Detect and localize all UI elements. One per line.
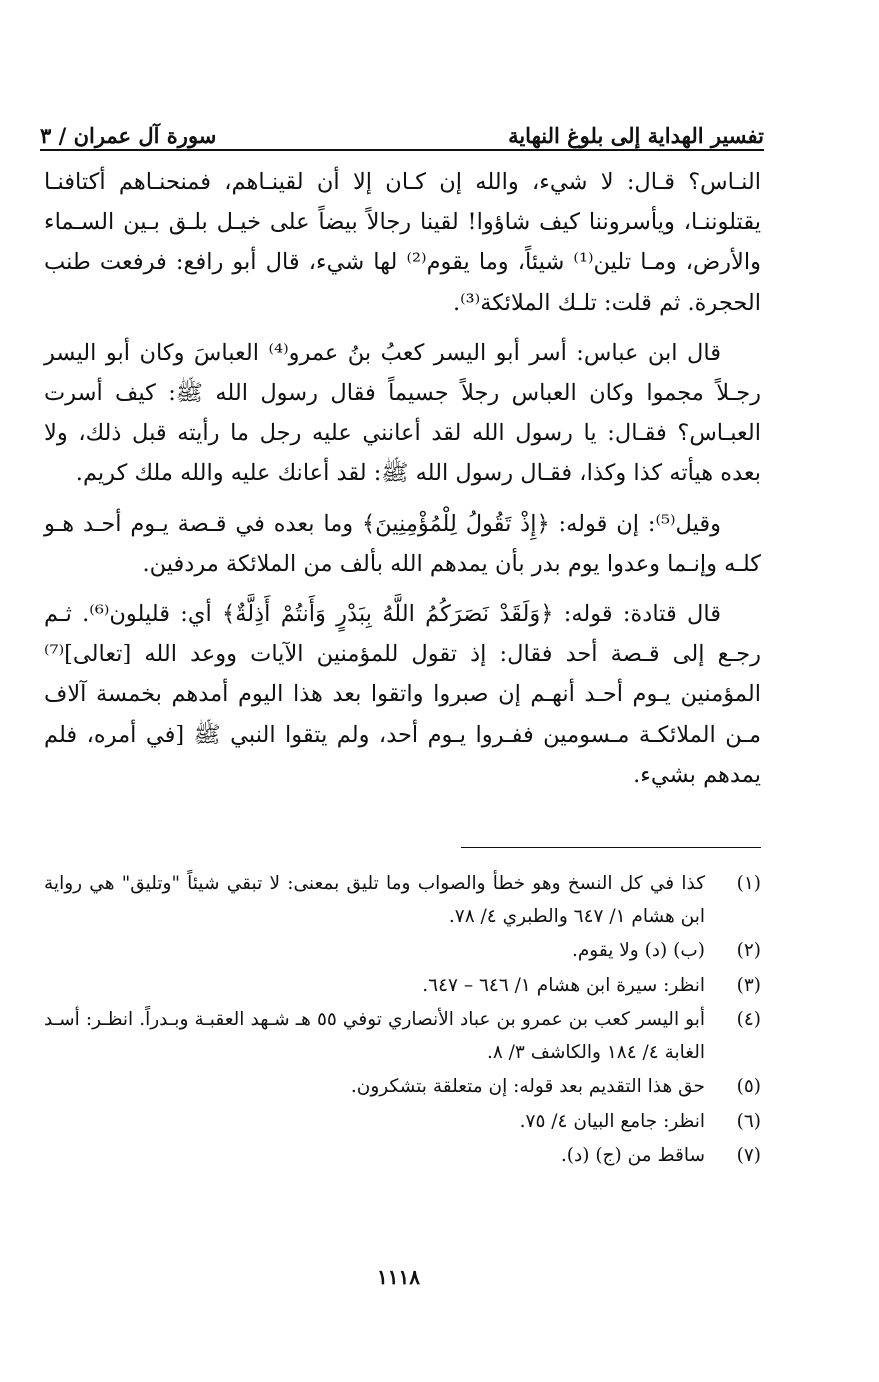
footnote-text: حق هذا التقديم بعد قوله: إن متعلقة بتشكرون. (350, 1076, 705, 1097)
footnote (44, 1140, 761, 1173)
footnote-number: (٢) (736, 940, 761, 961)
footnote (44, 935, 761, 968)
footnote (44, 1004, 761, 1069)
paragraph-4: قال قتادة: قوله: ﴿وَلَقَدْ نَصَرَكُمُ اللَّهُ بِبَدْرٍ وَأَنتُمْ أَذِلَّةٌ﴾ أي: قليلون⁽⁶⁾. ثـم رجـع إلى قـصة أحد فقال: إذ تقول للمؤمنين الآيات ووعد الله [تعالى]⁽⁷⁾ المؤمنين يـوم أحـد أنهـم إن صبروا واتقوا بعد هذا اليوم أمدهم بخمسة آلاف مـن الملائكـة مـسومين ففـروا يـوم أحد، ولم يتقوا النبي ﷺ [في أمره، فلم يمدهم بشيء. (44, 601, 761, 788)
paragraph-3: وقيل⁽⁵⁾: إن قوله: ﴿إِذْ تَقُولُ لِلْمُؤْمِنِينَ﴾ وما بعده في قـصة يـوم أحـد هـو كلـه وإنـما وعدوا يوم بدر بأن يمدهم الله بألف من الملائكة مردفين. (44, 510, 761, 577)
paragraph-1: النـاس؟ قـال: لا شيء، والله إن كـان إلا أن لقينـاهم، فمنحنـاهم أكتافنـا يقتلوننـا، ويأسروننا كيف شاؤوا! لقينا رجالاً بيضاً على خيـل بلـق بـين السـماء والأرض، ومـا تلين⁽¹⁾ شيئاً، وما يقوم⁽²⁾ لها شيء، قال أبو رافع: فرفعت طنب الحجرة. ثم قلت: تلـك الملائكة⁽³⁾. (44, 169, 761, 316)
footnote (44, 1071, 761, 1104)
footnote (44, 970, 761, 1003)
book-title: تفسير الهداية إلى بلوغ النهاية (508, 123, 764, 148)
footnote-text: ساقط من (ج) (د). (560, 1145, 705, 1166)
footnote-text: أبو اليسر كعب بن عمرو بن عباد الأنصاري توفي ٥٥ هـ شـهد العقبـة وبـدراً. انظـر: أسـد الغابة ٤/ ١٨٤ والكاشف ٣/ ٨. (44, 1009, 705, 1063)
footnote-text: كذا في كل النسخ وهو خطأ والصواب وما تليق بمعنى: لا تبقي شيئاً "وتليق" هي رواية ابن هشام ١/ ٦٤٧ والطبري ٤/ ٧٨. (44, 873, 705, 927)
footnote-number: (٦) (736, 1110, 761, 1132)
footnote-text: انظر: سيرة ابن هشام ١/ ٦٤٦ – ٦٤٧. (422, 974, 705, 996)
footnote (44, 1106, 761, 1139)
footnote (44, 868, 761, 933)
footnote-text: (ب) (د) ولا يقوم. (571, 940, 705, 961)
running-header (40, 108, 764, 148)
footnote-number: (٤) (736, 1009, 761, 1030)
footnote-number: (١) (736, 873, 761, 894)
header-divider (40, 149, 764, 151)
footnote-number: (٣) (736, 974, 761, 996)
surah-title: سورة آل عمران / ٣ (40, 123, 217, 148)
paragraph-2: قال ابن عباس: أسر أبو اليسر كعبُ بنُ عمرو⁽⁴⁾ العباسَ وكان أبو اليسر رجـلاً مجموا وكان العباس رجلاً جسيماً فقال رسول الله ﷺ: كيف أسرت العبـاس؟ فقـال: يا رسول الله لقد أعانني عليه رجل ما رأيته قبل ذلك، ولا بعده هيأته كذا وكذا، فقـال رسول الله ﷺ: لقد أعانك عليه والله ملك كريم. (44, 339, 761, 487)
footnote-text: انظر: جامع البيان ٤/ ٧٥. (519, 1110, 705, 1132)
footnotes (44, 868, 761, 1175)
footnote-number: (٥) (736, 1076, 761, 1097)
main-text (44, 162, 761, 795)
footnote-divider (461, 847, 761, 848)
footnote-number: (٧) (736, 1145, 761, 1166)
page-number: ١١١٨ (377, 1265, 420, 1289)
